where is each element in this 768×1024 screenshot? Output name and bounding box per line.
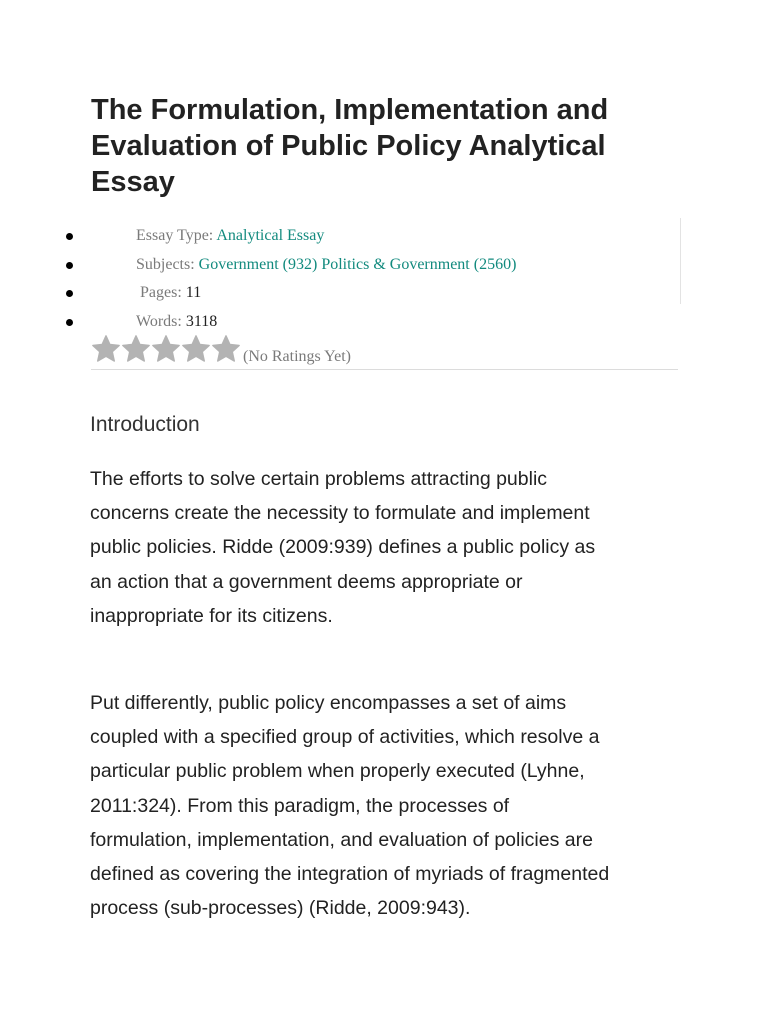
- paragraph-line: Put differently, public policy encompasses a set of aims: [90, 692, 567, 714]
- meta-row: [136, 308, 217, 336]
- words-label: Words:: [136, 313, 182, 331]
- star-icon[interactable]: [211, 333, 241, 365]
- pages-label: Pages:: [140, 284, 182, 302]
- article-title-line: The Formulation, Implementation and: [91, 94, 609, 126]
- star-icon[interactable]: [151, 333, 181, 365]
- meta-row: [136, 251, 516, 279]
- paragraph-line: defined as covering the integration of myriads of fragmented: [90, 863, 610, 886]
- bullet-icon: [66, 262, 73, 269]
- subject-link-politics[interactable]: Politics & Government (2560): [321, 255, 517, 273]
- paragraph-line: public policies. Ridde (2009:939) defines a public policy as: [90, 536, 596, 559]
- bullet-icon: [66, 233, 73, 240]
- rating-row: [91, 333, 678, 370]
- paragraph-line: The efforts to solve certain problems attracting public: [90, 468, 548, 490]
- star-rating[interactable]: [91, 333, 241, 367]
- article-title: [91, 92, 691, 200]
- paragraph-line: coupled with a specified group of activities, which resolve a: [90, 726, 600, 749]
- paragraph-line: particular public problem when properly executed (Lyhne,: [90, 760, 585, 783]
- subject-link-government[interactable]: Government (932): [198, 255, 318, 273]
- paragraph-line: concerns create the necessity to formulate and implement: [90, 502, 590, 525]
- paragraph-line: formulation, implementation, and evaluation of policies are: [90, 828, 593, 851]
- paragraph-2: [90, 686, 690, 925]
- pages-value: 11: [185, 284, 202, 302]
- paragraph-line: process (sub-processes) (Ridde, 2009:943).: [90, 897, 471, 920]
- meta-row: [140, 279, 201, 307]
- subjects-label: Subjects:: [136, 255, 195, 273]
- article-title-line: Essay: [91, 166, 175, 198]
- star-icon[interactable]: [121, 333, 151, 365]
- section-heading-introduction: Introduction: [90, 413, 200, 436]
- essay-type-link[interactable]: Analytical Essay: [216, 227, 325, 244]
- paragraph-line: an action that a government deems appropriate or: [90, 570, 523, 593]
- rating-text: (No Ratings Yet): [243, 348, 352, 365]
- bullet-icon: [66, 319, 73, 326]
- meta-row: [136, 222, 324, 250]
- star-icon[interactable]: [91, 333, 121, 365]
- article-title-line: Evaluation of Public Policy Analytical: [91, 130, 606, 162]
- paragraph-1: [90, 462, 690, 633]
- paragraph-line: inappropriate for its citizens.: [90, 604, 333, 627]
- essay-type-label: Essay Type:: [136, 227, 214, 244]
- star-icon[interactable]: [181, 333, 211, 365]
- paragraph-line: 2011:324). From this paradigm, the processes of: [90, 794, 510, 817]
- words-value: 3118: [185, 313, 218, 331]
